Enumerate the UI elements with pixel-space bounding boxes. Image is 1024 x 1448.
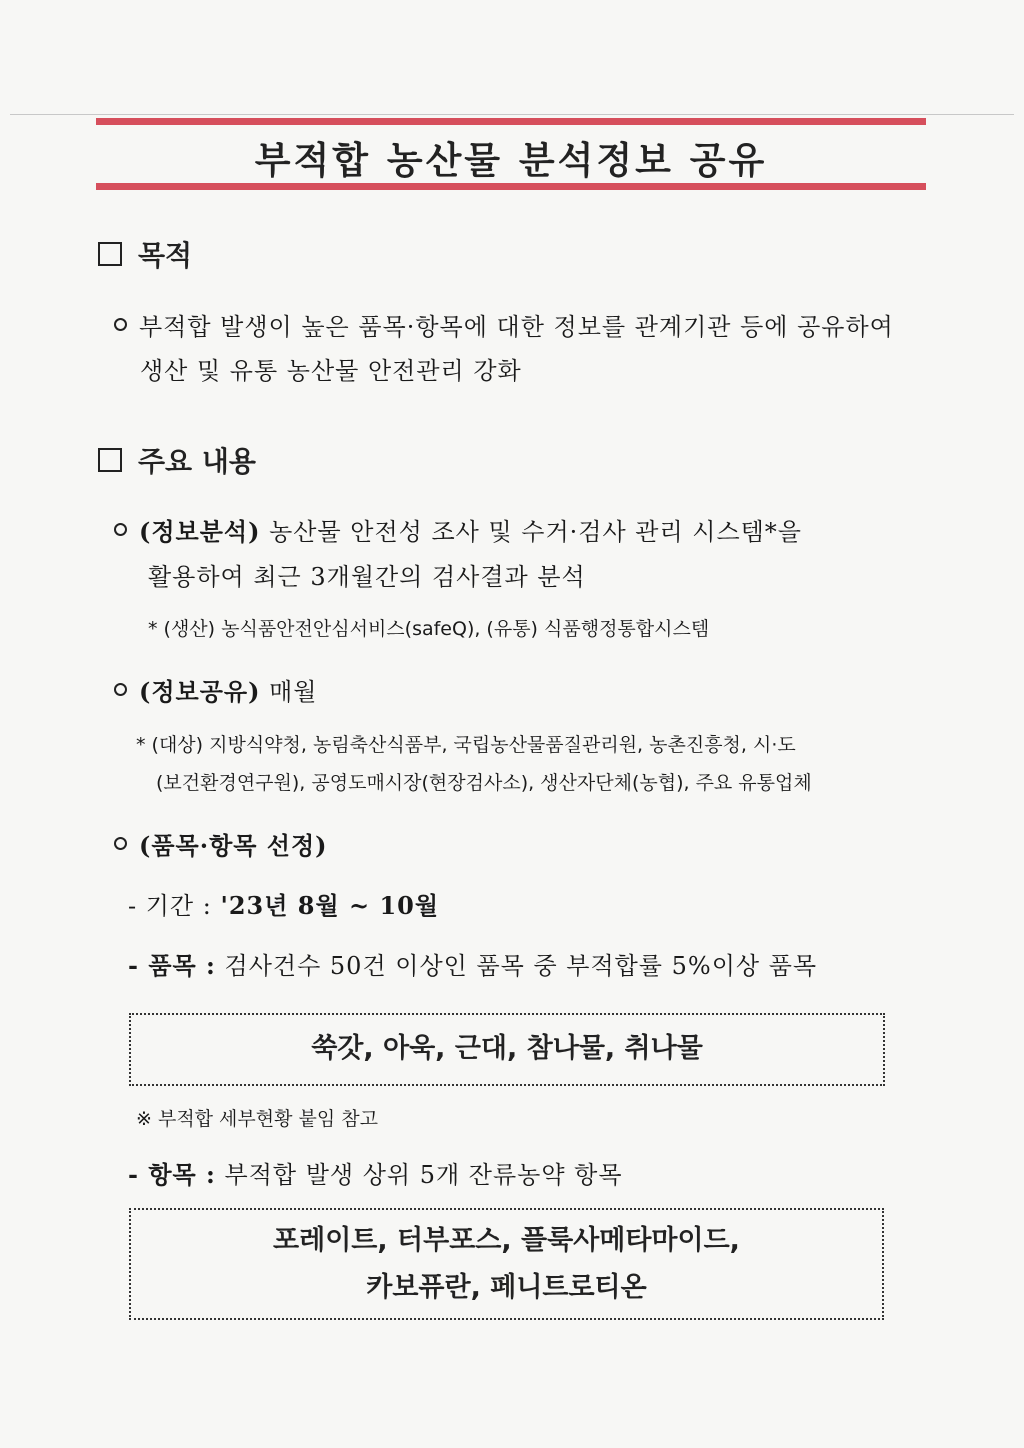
targets-value: 부적합 발생 상위 5개 잔류농약 항목	[224, 1161, 623, 1189]
circle-bullet-icon	[114, 683, 127, 696]
title-bar-top	[96, 118, 926, 125]
analysis-line-1	[114, 512, 802, 547]
checkbox-square-icon	[98, 242, 122, 266]
targets-label: - 항목 :	[128, 1160, 216, 1189]
items-box-text: 쑥갓, 아욱, 근대, 참나물, 취나물	[311, 1033, 703, 1064]
circle-bullet-icon	[114, 837, 127, 850]
circle-bullet-icon	[114, 318, 127, 331]
analysis-label: (정보분석)	[139, 517, 261, 546]
selection-line	[114, 826, 328, 861]
sharing-label: (정보공유)	[139, 677, 261, 706]
analysis-note: * (생산) 농식품안전안심서비스(safeQ), (유통) 식품행정통합시스템	[148, 618, 710, 640]
items-line	[128, 946, 817, 981]
targets-box	[129, 1208, 884, 1320]
period-value: '23년 8월 ~ 10월	[220, 891, 440, 920]
purpose-text-1: 부적합 발생이 높은 품목·항목에 대한 정보를 관계기관 등에 공유하여	[139, 313, 894, 341]
purpose-line-1	[114, 307, 894, 342]
scan-edge-line	[10, 114, 1014, 115]
sharing-note-2: (보건환경연구원), 공영도매시장(현장검사소), 생산자단체(농협), 주요 유통업체	[156, 772, 812, 794]
targets-line	[128, 1155, 623, 1190]
targets-box-line-1: 포레이트, 터부포스, 플룩사메타마이드,	[273, 1225, 740, 1256]
analysis-text-1: 농산물 안전성 조사 및 수거·검사 관리 시스템*을	[269, 518, 802, 546]
sharing-line	[114, 672, 317, 707]
items-note: ※ 부적합 세부현황 붙임 참고	[136, 1108, 378, 1130]
period-line	[128, 886, 439, 921]
selection-label: (품목·항목 선정)	[139, 831, 328, 860]
items-label: - 품목 :	[128, 951, 216, 980]
title-block	[96, 118, 926, 192]
purpose-line-2: 생산 및 유통 농산물 안전관리 강화	[140, 357, 522, 385]
targets-box-line-2: 카보퓨란, 페니트로티온	[366, 1272, 647, 1303]
section-main-heading	[98, 440, 256, 480]
circle-bullet-icon	[114, 523, 127, 536]
sharing-note-1: * (대상) 지방식약청, 농림축산식품부, 국립농산물품질관리원, 농촌진흥청, 시·도	[136, 734, 796, 756]
period-label: - 기간 :	[128, 892, 212, 920]
section-main-title: 주요 내용	[138, 445, 256, 478]
items-value: 검사건수 50건 이상인 품목 중 부적합률 5%이상 품목	[224, 952, 818, 980]
sharing-text: 매월	[269, 678, 318, 706]
analysis-line-2: 활용하여 최근 3개월간의 검사결과 분석	[148, 563, 586, 591]
items-box	[129, 1013, 885, 1086]
checkbox-square-icon	[98, 448, 122, 472]
section-purpose-title: 목적	[138, 239, 193, 272]
title-bar-bottom	[96, 183, 926, 190]
section-purpose-heading	[98, 234, 192, 274]
page-title: 부적합 농산물 분석정보 공유	[254, 139, 768, 182]
